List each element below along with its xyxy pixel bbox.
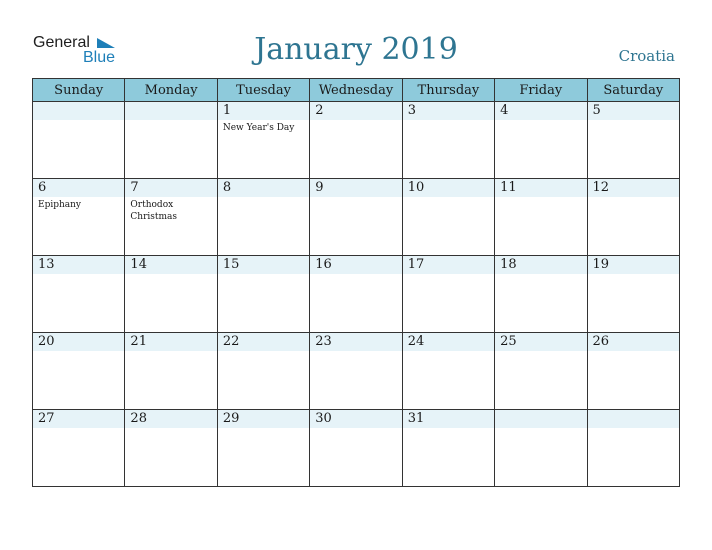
day-number: 29 [218,410,309,428]
week-row [33,410,680,487]
day-cell [495,256,587,333]
holiday-label [310,274,401,276]
day-cell [310,179,402,256]
day-cell [125,333,217,410]
day-number: 30 [310,410,401,428]
day-cell [217,256,309,333]
holiday-label [125,274,216,276]
holiday-label [495,351,586,353]
weekday-header: Friday [495,79,587,102]
week-row [33,256,680,333]
day-cell [310,102,402,179]
day-number: 19 [588,256,679,274]
week-row [33,179,680,256]
holiday-label [495,197,586,199]
day-cell [33,410,125,487]
day-cell [217,102,309,179]
holiday-label [125,428,216,430]
holiday-label: Orthodox Christmas [130,200,178,222]
holiday-label [33,120,124,122]
day-number [125,102,216,120]
day-number: 21 [125,333,216,351]
holiday-label [33,428,124,430]
country-label: Croatia [618,47,675,65]
day-number: 26 [588,333,679,351]
day-number: 24 [403,333,494,351]
day-cell [495,410,587,487]
day-number: 12 [588,179,679,197]
holiday-label [125,351,216,353]
day-cell [310,333,402,410]
day-number: 22 [218,333,309,351]
weekday-header: Saturday [587,79,679,102]
day-number: 15 [218,256,309,274]
day-number: 14 [125,256,216,274]
logo-word-blue: Blue [83,49,116,66]
holiday-label [310,120,401,122]
day-number: 11 [495,179,586,197]
day-cell [402,333,494,410]
day-cell [587,102,679,179]
holiday-label [218,197,309,199]
day-number: 18 [495,256,586,274]
day-number: 4 [495,102,586,120]
holiday-label [310,428,401,430]
holiday-label [403,120,494,122]
holiday-label [403,428,494,430]
day-number [495,410,586,428]
day-cell [125,410,217,487]
holiday-label [33,351,124,353]
day-cell [125,179,217,256]
day-number: 17 [403,256,494,274]
day-cell [587,333,679,410]
day-cell [402,179,494,256]
holiday-label [218,274,309,276]
day-cell [495,102,587,179]
holiday-label [218,428,309,430]
holiday-label [403,197,494,199]
day-number: 28 [125,410,216,428]
holiday-label [310,351,401,353]
day-number: 8 [218,179,309,197]
weekday-header: Wednesday [310,79,402,102]
day-number: 6 [33,179,124,197]
day-cell [33,102,125,179]
calendar-grid [32,78,680,487]
day-cell [217,333,309,410]
holiday-label [310,197,401,199]
day-cell [310,256,402,333]
holiday-label [125,120,216,122]
day-cell [587,410,679,487]
holiday-label [588,351,679,353]
holiday-label [588,274,679,276]
weekday-header: Sunday [33,79,125,102]
holiday-label [588,197,679,199]
day-cell [495,179,587,256]
week-row [33,102,680,179]
day-number: 20 [33,333,124,351]
holiday-label [218,351,309,353]
day-number: 25 [495,333,586,351]
day-number: 5 [588,102,679,120]
weekday-header-row [33,79,680,102]
day-cell [217,410,309,487]
day-cell [402,256,494,333]
day-cell [402,102,494,179]
holiday-label [495,274,586,276]
holiday-label: New Year's Day [222,123,295,133]
day-cell [125,102,217,179]
day-number: 10 [403,179,494,197]
day-number: 3 [403,102,494,120]
day-number: 7 [125,179,216,197]
day-cell [587,179,679,256]
day-number: 9 [310,179,401,197]
week-row [33,333,680,410]
day-cell [33,333,125,410]
day-cell [33,179,125,256]
day-number: 27 [33,410,124,428]
holiday-label [33,274,124,276]
holiday-label [495,120,586,122]
day-number: 1 [218,102,309,120]
holiday-label [403,274,494,276]
holiday-label [495,428,586,430]
day-cell [310,410,402,487]
day-cell [217,179,309,256]
day-cell [402,410,494,487]
day-number: 31 [403,410,494,428]
day-number: 2 [310,102,401,120]
weekday-header: Thursday [402,79,494,102]
holiday-label: Epiphany [38,200,82,210]
day-number [33,102,124,120]
day-number: 16 [310,256,401,274]
day-number: 13 [33,256,124,274]
day-number [588,410,679,428]
day-cell [125,256,217,333]
logo-word-general: General [33,34,90,51]
day-cell [33,256,125,333]
weekday-header: Monday [125,79,217,102]
page-title: January 2019 [254,32,458,67]
day-cell [587,256,679,333]
day-number: 23 [310,333,401,351]
day-cell [495,333,587,410]
holiday-label [588,428,679,430]
holiday-label [588,120,679,122]
weekday-header: Tuesday [217,79,309,102]
holiday-label [403,351,494,353]
